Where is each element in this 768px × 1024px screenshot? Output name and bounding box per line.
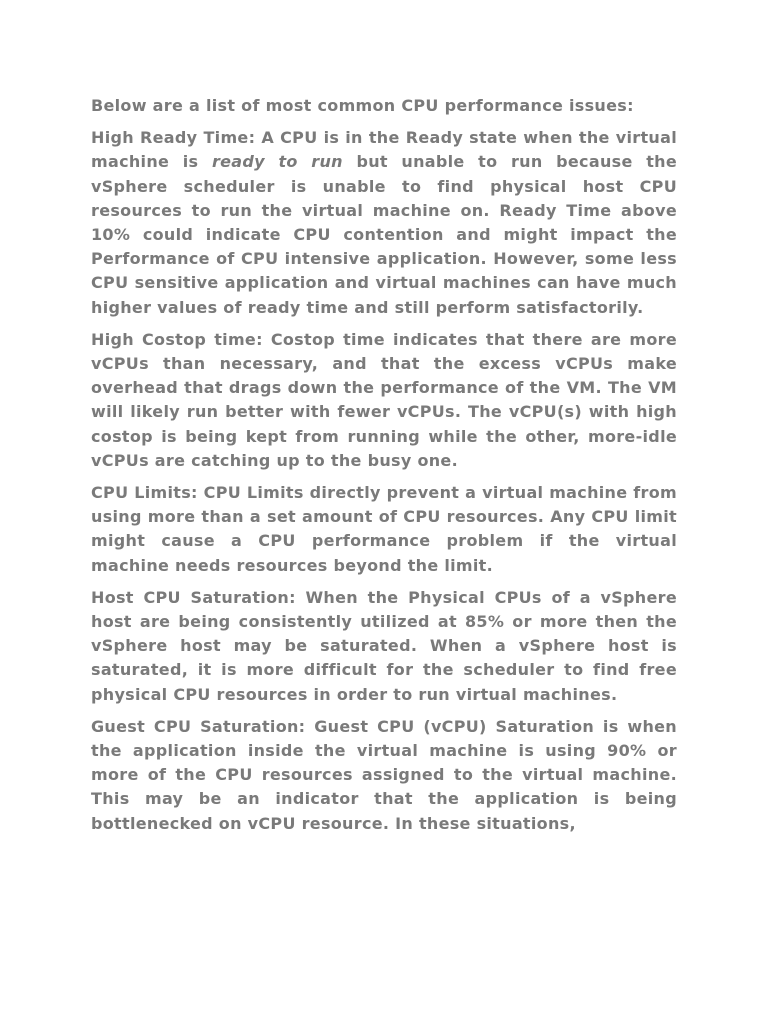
document-page: [91, 94, 677, 844]
paragraph-host-cpu-saturation: Host CPU Saturation: When the Physical CPUs of a vSphere host are being consistently utilized at 85% or more then the vSphere host may be saturated. When a vSphere host is saturated, it is more difficult for the scheduler to find free physical CPU resources in order to run virtual machines.: [91, 587, 677, 704]
paragraph-guest-cpu-saturation: Guest CPU Saturation: Guest CPU (vCPU) Saturation is when the application inside the virtual machine is using 90% or more of the CPU resources assigned to the virtual machine. This may be an indicator that the application is being bottlenecked on vCPU resource. In these situations,: [91, 716, 677, 833]
paragraph-text: High Ready Time: A CPU is in the Ready state when the virtual machine is: [91, 128, 677, 172]
paragraph-high-costop-time: High Costop time: Costop time indicates that there are more vCPUs than necessary, and that the excess vCPUs make overhead that drags down the performance of the VM. The VM will likely run better with fewer vCPUs. The vCPU(s) with high costop is being kept from running while the other, more-idle vCPUs are catching up to the busy one.: [91, 329, 677, 470]
paragraph-text: but unable to run because the vSphere scheduler is unable to find physical host CPU resources to run the virtual machine on. Ready Time above 10% could indicate CPU contention and might impact the Performance of CPU intensive application. However, some less CPU sensitive application and virtual machines can have much higher values of ready time and still perform satisfactorily.: [91, 152, 677, 317]
intro-text: Below are a list of most common CPU performance issues:: [91, 96, 634, 115]
paragraph-cpu-limits: CPU Limits: CPU Limits directly prevent a virtual machine from using more than a set amount of CPU resources. Any CPU limit might cause a CPU performance problem if the virtual machine needs resources beyond the limit.: [91, 483, 677, 575]
emphasis-text: ready to run: [211, 152, 343, 172]
paragraph-high-ready-time: [91, 126, 677, 320]
